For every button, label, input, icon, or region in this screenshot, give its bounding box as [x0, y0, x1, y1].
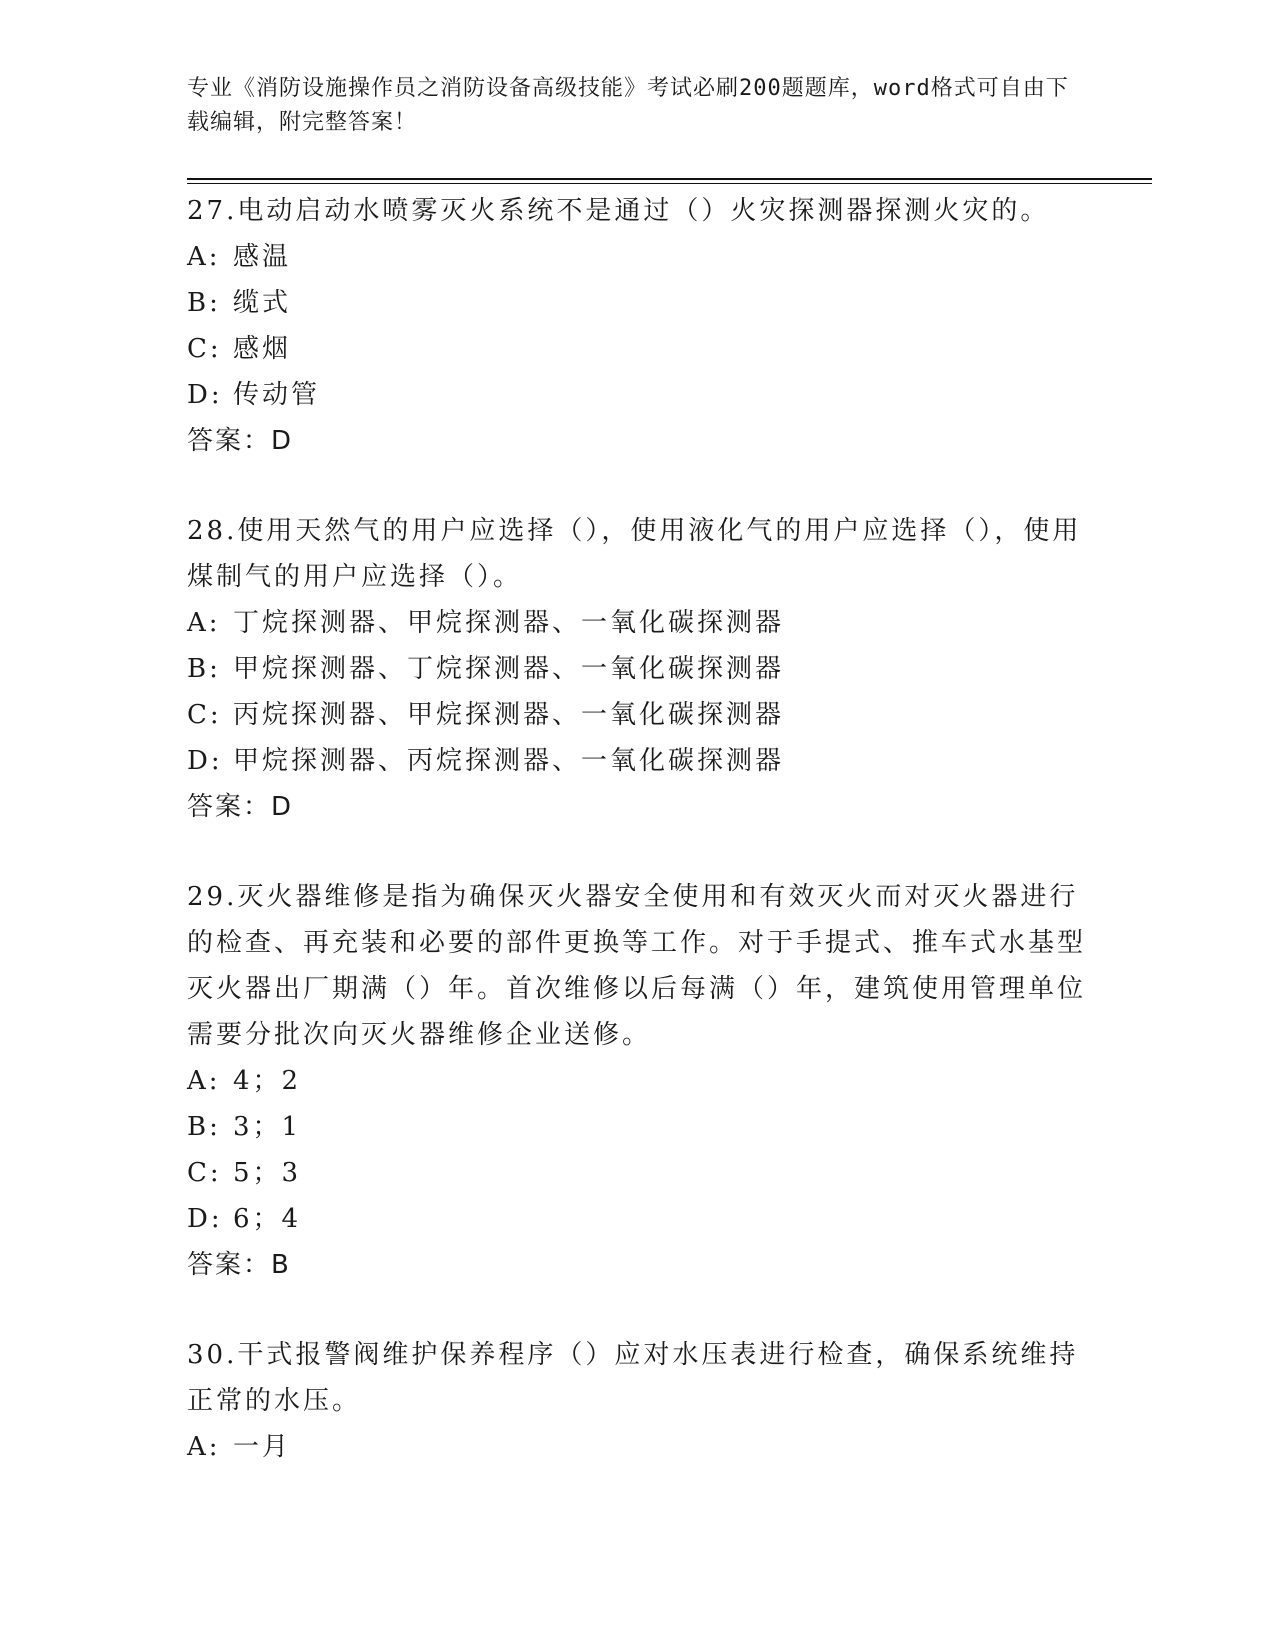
option-key: C: [187, 334, 222, 364]
question-stem: 30.干式报警阀维护保养程序（）应对水压表进行检查，确保系统维持正常的水压。 [187, 1340, 1079, 1416]
answer-line: 答案：D [187, 792, 294, 822]
answer-line: 答案：B [187, 1250, 291, 1280]
option-text: 甲烷探测器、丙烷探测器、一氧化碳探测器 [233, 746, 785, 776]
option-key: B: [187, 288, 221, 318]
question-list [187, 188, 1087, 1470]
option-key: B: [187, 1112, 221, 1142]
option-key: D: [187, 380, 223, 410]
spacer [187, 1288, 1087, 1332]
option-key: A: [187, 242, 221, 272]
option-d [187, 372, 1087, 418]
option-text: 6；4 [233, 1204, 302, 1234]
question-29 [187, 874, 1087, 1288]
option-d [187, 738, 1087, 784]
option-a [187, 1424, 1087, 1470]
option-a [187, 234, 1087, 280]
option-c [187, 1150, 1087, 1196]
question-stem: 28.使用天然气的用户应选择（），使用液化气的用户应选择（），使用煤制气的用户应选择（）。 [187, 516, 1082, 592]
option-c [187, 326, 1087, 372]
option-text: 缆式 [233, 288, 292, 318]
option-text: 一月 [233, 1432, 292, 1462]
option-key: A: [187, 608, 221, 638]
spacer [187, 464, 1087, 508]
option-d [187, 1196, 1087, 1242]
document-header: 专业《消防设施操作员之消防设备高级技能》考试必刷200题题库，word格式可自由下载编辑，附完整答案！ [187, 76, 1069, 135]
question-28 [187, 508, 1087, 830]
option-key: C: [187, 700, 222, 730]
option-key: A: [187, 1066, 221, 1096]
answer-line: 答案：D [187, 426, 294, 456]
option-text: 感烟 [233, 334, 292, 364]
option-text: 传动管 [233, 380, 321, 410]
option-key: A: [187, 1432, 221, 1462]
question-27 [187, 188, 1087, 464]
header-divider-thin [187, 183, 1152, 184]
option-text: 丁烷探测器、甲烷探测器、一氧化碳探测器 [233, 608, 785, 638]
option-text: 5；3 [233, 1158, 302, 1188]
question-stem: 27.电动启动水喷雾灭火系统不是通过（）火灾探测器探测火灾的。 [187, 196, 1050, 226]
option-text: 丙烷探测器、甲烷探测器、一氧化碳探测器 [233, 700, 785, 730]
option-text: 4；2 [233, 1066, 302, 1096]
option-b [187, 646, 1087, 692]
option-text: 感温 [233, 242, 292, 272]
option-c [187, 692, 1087, 738]
option-b [187, 1104, 1087, 1150]
option-a [187, 600, 1087, 646]
header-divider-thick [187, 178, 1152, 180]
option-key: D: [187, 746, 223, 776]
option-b [187, 280, 1087, 326]
question-stem: 29.灭火器维修是指为确保灭火器安全使用和有效灭火而对灭火器进行的检查、再充装和必要的部件更换等工作。对于手提式、推车式水基型灭火器出厂期满（）年。首次维修以后每满（）年，建筑使用管理单位需要分批次向灭火器维修企业送修。 [187, 882, 1087, 1050]
spacer [187, 830, 1087, 874]
option-a [187, 1058, 1087, 1104]
option-text: 甲烷探测器、丁烷探测器、一氧化碳探测器 [233, 654, 785, 684]
option-key: C: [187, 1158, 222, 1188]
option-key: D: [187, 1204, 223, 1234]
option-text: 3；1 [233, 1112, 302, 1142]
question-30 [187, 1332, 1087, 1470]
option-key: B: [187, 654, 221, 684]
